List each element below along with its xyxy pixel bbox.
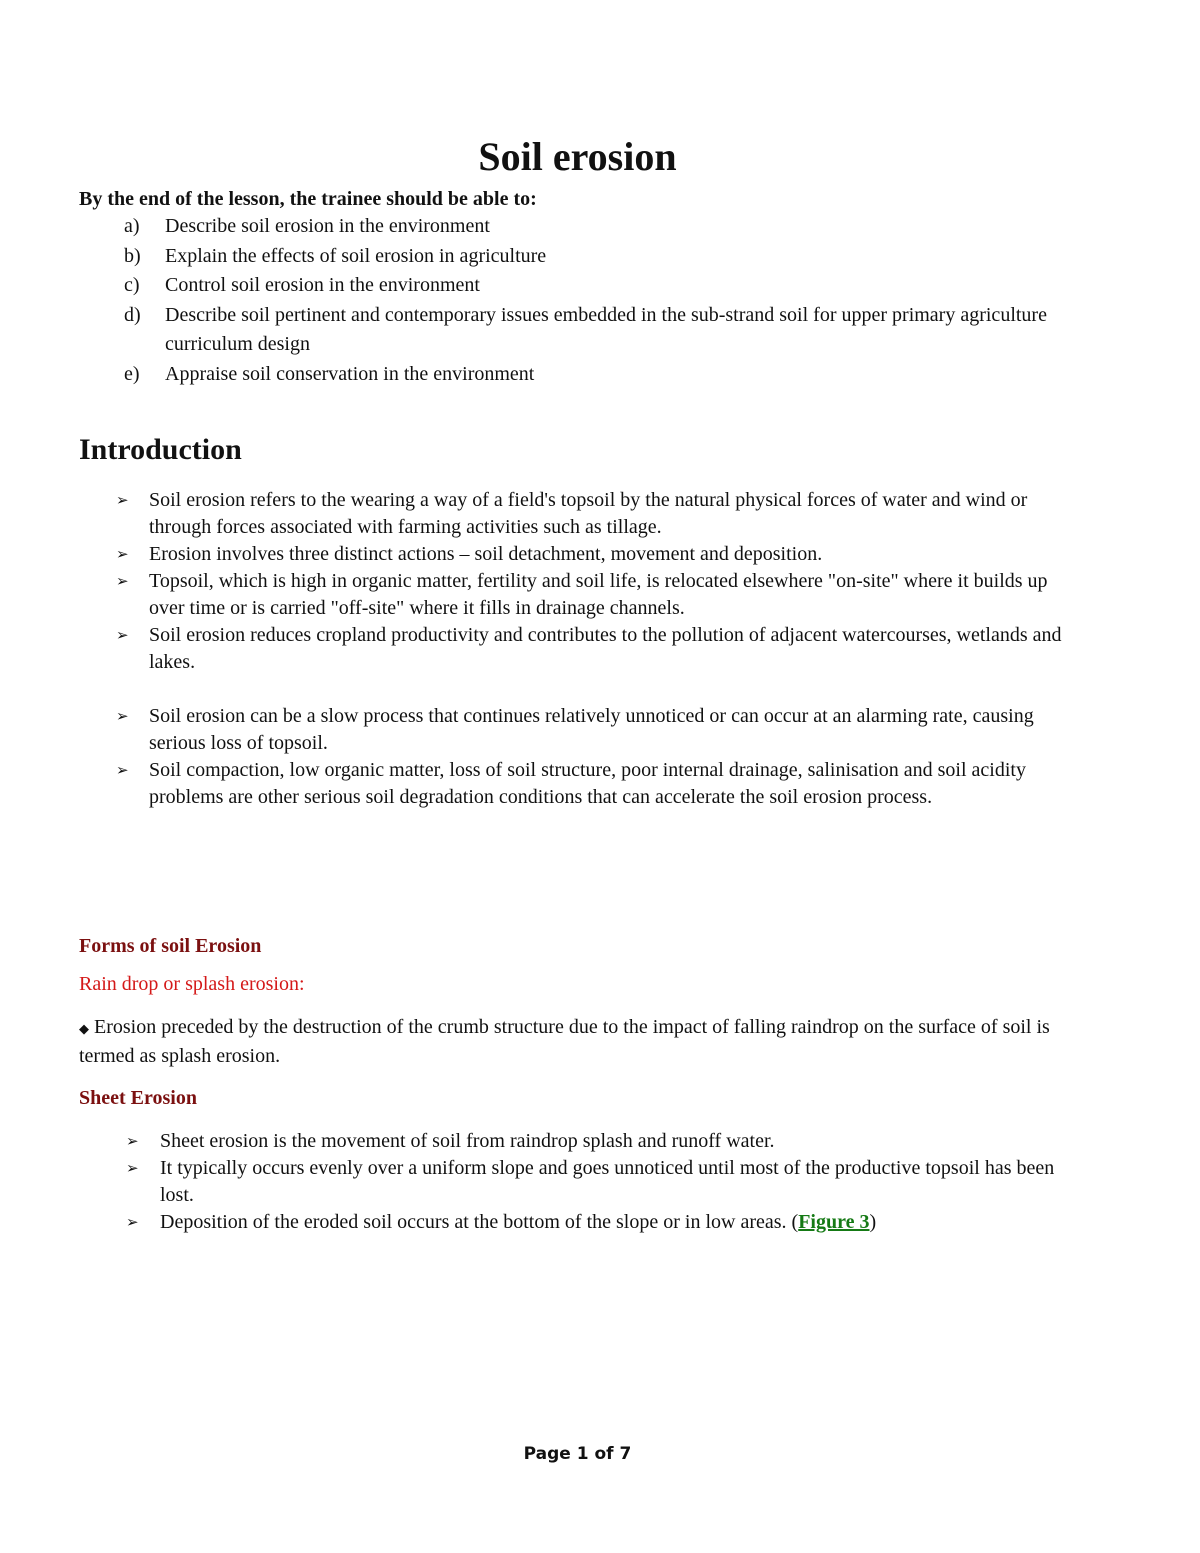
list-item-text: Topsoil, which is high in organic matter, fertility and soil life, is relocated elsewhere "on-site" where it builds up over time or is carried "off-site" where it fills in drainage channels. [149, 570, 1048, 619]
arrow-bullet-icon: ➢ [126, 1159, 139, 1177]
list-item [126, 1128, 1086, 1155]
list-item [116, 568, 1086, 622]
list-marker: b) [124, 244, 141, 267]
list-item-text: Soil compaction, low organic matter, loss of soil structure, poor internal drainage, salinisation and soil acidity problems are other serious soil degradation conditions that can accelerate the soil erosion process. [149, 759, 1026, 808]
diamond-bullet-icon: ◆ [79, 1022, 89, 1037]
list-item [116, 703, 1086, 757]
page-number: Page 1 of 7 [523, 1444, 632, 1464]
list-marker: c) [124, 274, 140, 296]
list-marker: d) [124, 303, 141, 326]
splash-erosion-text: Erosion preceded by the destruction of the crumb structure due to the impact of falling raindrop on the surface of soil is termed as splash erosion. [79, 1016, 1050, 1067]
list-item-text: Soil erosion refers to the wearing a way of a field's topsoil by the natural physical forces of water and wind or through forces associated with farming activities such as tillage. [149, 489, 1028, 538]
deposition-text: Deposition of the eroded soil occurs at the bottom of the slope or in low areas. ( [160, 1211, 799, 1233]
list-item-text: Describe soil pertinent and contemporary issues embedded in the sub-strand soil for upper primary agriculture curriculum design [165, 303, 1047, 355]
list-item [116, 487, 1086, 541]
figure-3-link[interactable]: Figure 3 [798, 1211, 870, 1233]
list-item-text: It typically occurs evenly over a uniform slope and goes unnoticed until most of the productive topsoil has been lost. [160, 1157, 1055, 1206]
arrow-bullet-icon: ➢ [116, 626, 129, 644]
list-item-text: Sheet erosion is the movement of soil from raindrop splash and runoff water. [160, 1130, 775, 1152]
list-item [126, 1209, 1086, 1236]
sheet-erosion-heading: Sheet Erosion [79, 1087, 197, 1109]
introduction-bullets-continued [116, 703, 1086, 811]
splash-erosion-paragraph [79, 1014, 1059, 1070]
list-item-text: Appraise soil conservation in the environment [165, 362, 535, 385]
list-item [116, 622, 1086, 676]
splash-erosion-heading: Rain drop or splash erosion: [79, 973, 305, 995]
forms-heading: Forms of soil Erosion [79, 935, 262, 957]
close-paren: ) [869, 1211, 877, 1233]
arrow-bullet-icon: ➢ [126, 1132, 139, 1150]
list-item [124, 360, 1084, 390]
objectives-lead: By the end of the lesson, the trainee should be able to: [79, 188, 537, 210]
list-item-text [160, 1209, 1086, 1236]
arrow-bullet-icon: ➢ [116, 491, 129, 509]
list-item [126, 1155, 1086, 1209]
objectives-list [124, 212, 1084, 389]
list-item-text: Explain the effects of soil erosion in agriculture [165, 244, 547, 267]
list-marker: e) [124, 362, 140, 385]
list-item-text: Control soil erosion in the environment [165, 274, 480, 296]
list-item-text: Describe soil erosion in the environment [165, 215, 490, 237]
introduction-bullets [116, 487, 1086, 676]
list-item [124, 212, 1084, 242]
list-item [116, 541, 1086, 568]
arrow-bullet-icon: ➢ [116, 707, 129, 725]
arrow-bullet-icon: ➢ [126, 1213, 139, 1231]
arrow-bullet-icon: ➢ [116, 545, 129, 563]
list-item-text: Erosion involves three distinct actions – soil detachment, movement and deposition. [149, 543, 823, 565]
list-marker: a) [124, 215, 140, 237]
arrow-bullet-icon: ➢ [116, 572, 129, 590]
list-item [124, 301, 1084, 360]
arrow-bullet-icon: ➢ [116, 761, 129, 779]
introduction-heading: Introduction [79, 433, 242, 466]
list-item-text: Soil erosion reduces cropland productivity and contributes to the pollution of adjacent watercourses, wetlands and lakes. [149, 624, 1062, 673]
page-title: Soil erosion [478, 134, 677, 179]
list-item-text: Soil erosion can be a slow process that continues relatively unnoticed or can occur at an alarming rate, causing serious loss of topsoil. [149, 705, 1034, 754]
list-item [124, 271, 1084, 301]
list-item [116, 757, 1086, 811]
sheet-erosion-bullets [126, 1128, 1086, 1236]
list-item [124, 242, 1084, 272]
